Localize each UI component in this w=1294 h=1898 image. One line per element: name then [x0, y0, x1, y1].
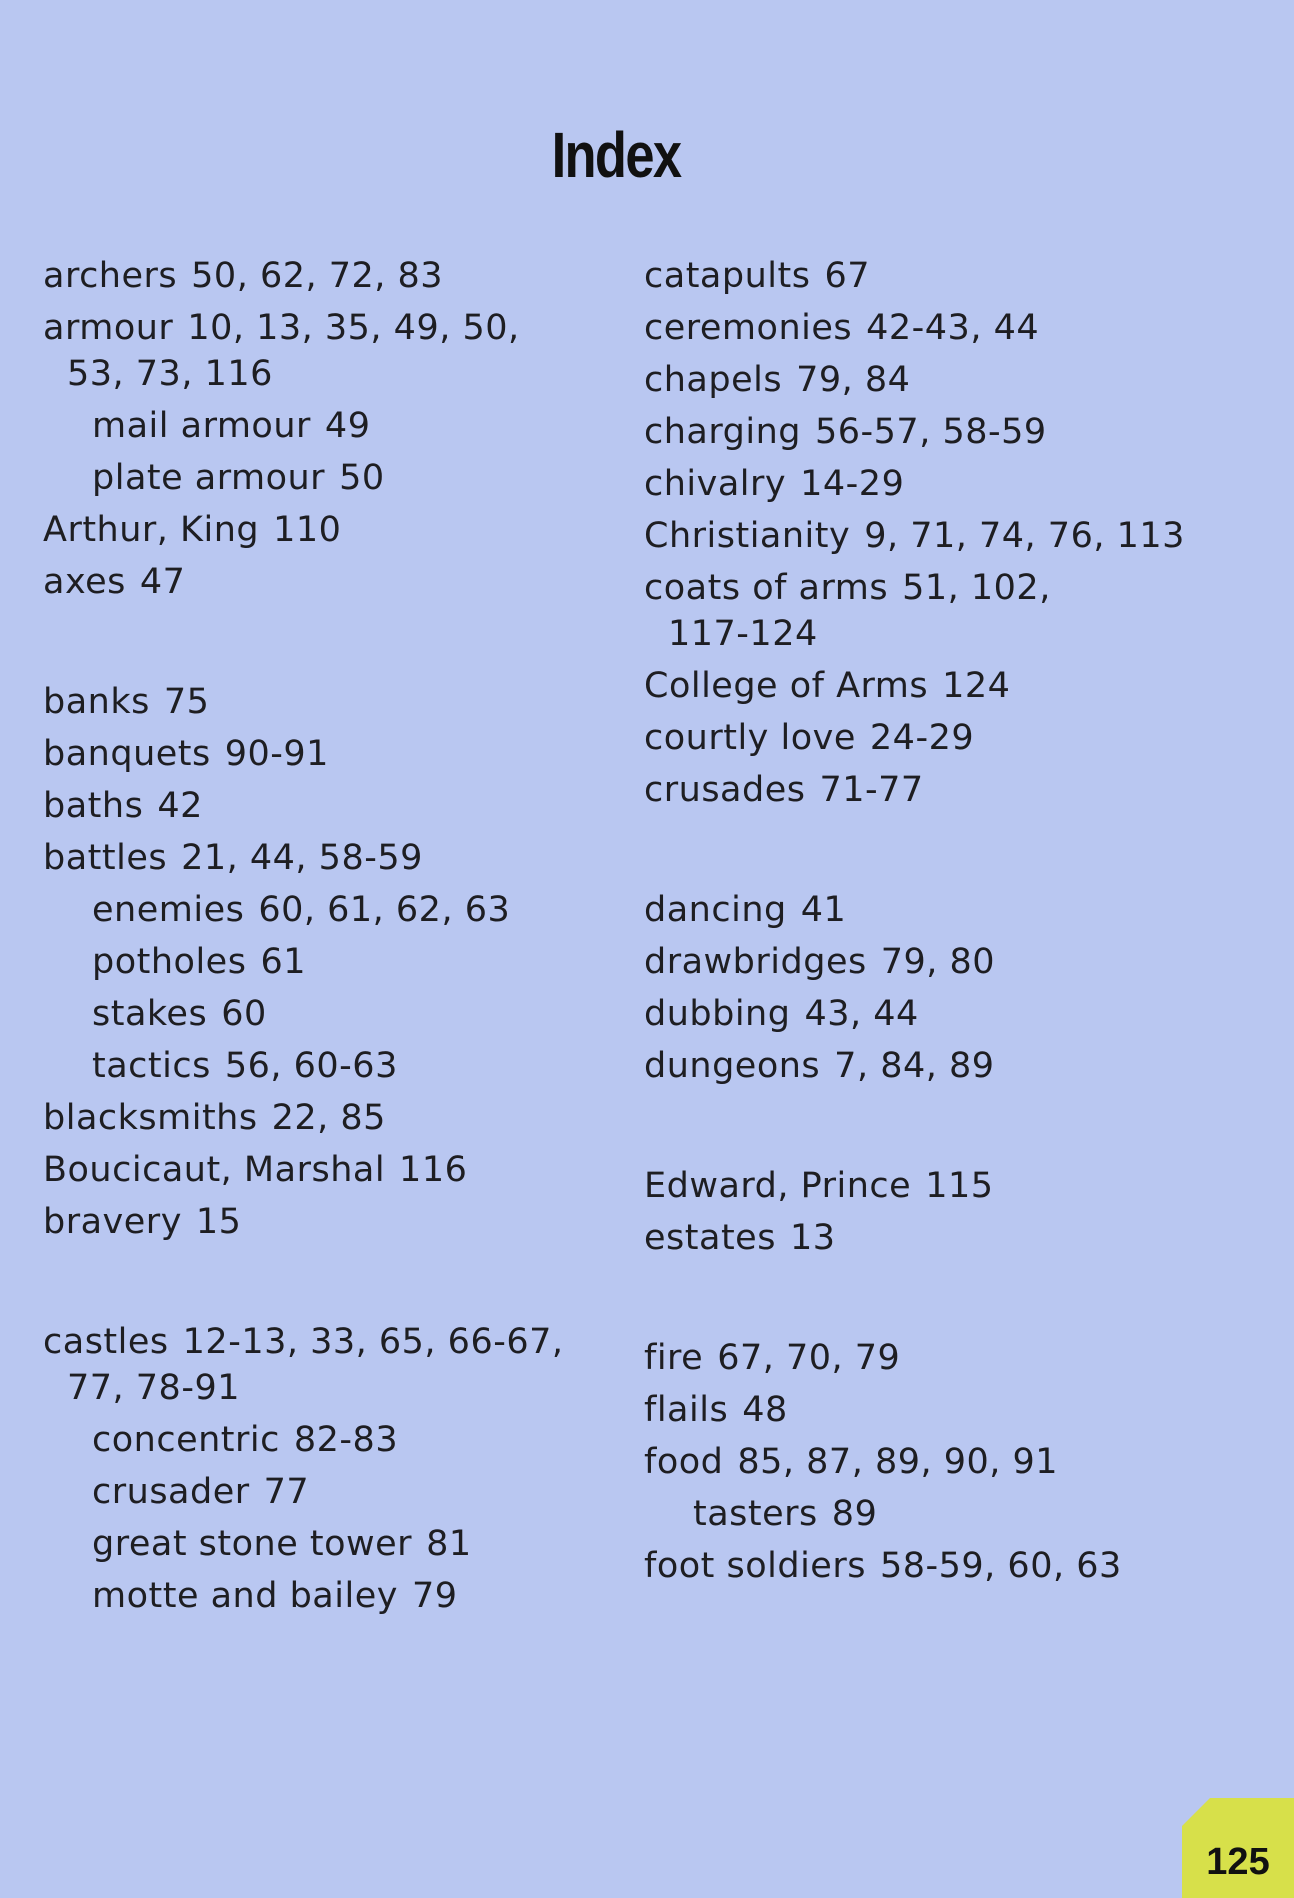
index-pages: 79 [411, 1576, 458, 1616]
index-term: banquets [43, 734, 211, 774]
index-term: foot soldiers [644, 1546, 866, 1586]
index-pages: 9, 71, 74, 76, 113 [864, 516, 1185, 556]
index-pages: 13 [789, 1218, 836, 1258]
index-subentry [43, 1414, 603, 1466]
index-term: mail armour [92, 406, 311, 446]
index-term: dancing [644, 890, 787, 930]
index-term: drawbridges [644, 942, 867, 982]
section-gap [644, 816, 1244, 884]
index-term: dubbing [644, 994, 791, 1034]
index-subentry [43, 884, 603, 936]
index-term: tactics [92, 1046, 211, 1086]
index-pages: 14-29 [800, 464, 905, 504]
index-term: blacksmiths [43, 1098, 258, 1138]
index-entry [43, 1196, 603, 1248]
section-gap [644, 1092, 1244, 1160]
index-pages: 42-43, 44 [866, 308, 1040, 348]
index-pages: 51, 102, [902, 568, 1051, 608]
index-pages: 116 [399, 1150, 468, 1190]
index-subentry [43, 1518, 603, 1570]
index-pages: 61 [260, 942, 306, 982]
index-pages: 48 [742, 1390, 788, 1430]
index-entry [644, 1212, 1244, 1264]
index-pages: 7, 84, 89 [834, 1046, 995, 1086]
index-term: bravery [43, 1202, 182, 1242]
index-subentry [43, 452, 603, 504]
index-pages: 67 [824, 256, 870, 296]
index-term: fire [644, 1338, 704, 1378]
index-entry [644, 1436, 1244, 1488]
index-pages: 79, 84 [796, 360, 911, 400]
index-entry [43, 302, 603, 400]
index-entry [644, 1160, 1244, 1212]
index-pages: 21, 44, 58-59 [181, 838, 423, 878]
index-subentry [43, 1466, 603, 1518]
index-term: Edward, Prince [644, 1166, 912, 1206]
index-subentry [43, 988, 603, 1040]
index-pages-continued: 77, 78-91 [67, 1368, 240, 1408]
index-term: catapults [644, 256, 811, 296]
index-subentry [43, 1040, 603, 1092]
index-term: banks [43, 682, 150, 722]
index-entry [644, 884, 1244, 936]
index-term: motte and bailey [92, 1576, 398, 1616]
index-pages: 41 [800, 890, 847, 930]
index-subentry [43, 1570, 603, 1622]
index-term: flails [644, 1390, 729, 1430]
index-entry [644, 302, 1244, 354]
index-column-right [644, 250, 1244, 1592]
index-term: enemies [92, 890, 245, 930]
index-pages: 85, 87, 89, 90, 91 [737, 1442, 1059, 1482]
index-pages: 24-29 [869, 718, 975, 758]
index-entry [43, 1092, 603, 1144]
index-entry [43, 780, 603, 832]
index-term: courtly love [644, 718, 856, 758]
index-entry [644, 988, 1244, 1040]
index-term: Arthur, King [43, 510, 260, 550]
index-pages: 12-13, 33, 65, 66-67, [182, 1322, 564, 1362]
index-entry [43, 832, 603, 884]
index-entry [644, 250, 1244, 302]
index-pages: 79, 80 [880, 942, 996, 982]
index-pages: 115 [925, 1166, 994, 1206]
index-term: concentric [92, 1420, 280, 1460]
index-column-left [43, 250, 603, 1622]
index-pages: 60, 61, 62, 63 [258, 890, 511, 930]
index-term: archers [43, 256, 178, 296]
index-entry [43, 250, 603, 302]
index-pages: 75 [163, 682, 210, 722]
index-term: dungeons [644, 1046, 821, 1086]
index-term: crusades [644, 770, 806, 810]
index-term: battles [43, 838, 168, 878]
index-pages: 110 [273, 510, 342, 550]
index-entry [644, 764, 1244, 816]
index-pages: 58-59, 60, 63 [879, 1546, 1122, 1586]
index-entry [43, 556, 603, 608]
index-term: plate armour [92, 458, 326, 498]
index-pages: 56-57, 58-59 [815, 412, 1047, 452]
index-term: baths [43, 786, 144, 826]
index-pages: 47 [139, 562, 186, 602]
index-term: estates [644, 1218, 776, 1258]
index-term: crusader [92, 1472, 250, 1512]
section-gap [43, 1248, 603, 1316]
page-number: 125 [1206, 1841, 1270, 1883]
index-subentry [644, 1488, 1244, 1540]
index-pages: 77 [263, 1472, 310, 1512]
index-term: axes [43, 562, 126, 602]
index-term: ceremonies [644, 308, 853, 348]
index-pages: 50, 62, 72, 83 [191, 256, 444, 296]
index-term: tasters [693, 1494, 818, 1534]
index-entry [644, 1384, 1244, 1436]
index-pages: 90-91 [224, 734, 329, 774]
index-pages: 124 [942, 666, 1011, 706]
index-term: chapels [644, 360, 783, 400]
index-pages: 71-77 [819, 770, 924, 810]
index-subentry [43, 400, 603, 452]
page-title: Index [551, 119, 681, 191]
index-entry [43, 504, 603, 556]
index-term: Boucicaut, Marshal [43, 1150, 386, 1190]
index-pages: 43, 44 [804, 994, 919, 1034]
index-entry [43, 676, 603, 728]
index-pages: 42 [157, 786, 203, 826]
index-term: castles [43, 1322, 169, 1362]
index-term: food [644, 1442, 724, 1482]
index-pages: 67, 70, 79 [717, 1338, 901, 1378]
index-pages: 49 [324, 406, 371, 446]
index-entry [644, 510, 1244, 562]
index-entry [644, 936, 1244, 988]
index-pages: 81 [426, 1524, 472, 1564]
index-entry [644, 1332, 1244, 1384]
index-term: stakes [92, 994, 208, 1034]
index-term: College of Arms [644, 666, 929, 706]
index-entry [644, 354, 1244, 406]
index-term: potholes [92, 942, 247, 982]
index-entry [644, 1540, 1244, 1592]
index-term: chivalry [644, 464, 787, 504]
index-term: Christianity [644, 516, 851, 556]
section-gap [43, 608, 603, 676]
index-term: armour [43, 308, 174, 348]
index-pages: 82-83 [293, 1420, 399, 1460]
index-pages: 15 [195, 1202, 242, 1242]
index-pages: 50 [339, 458, 385, 498]
index-entry [644, 406, 1244, 458]
index-entry [644, 1040, 1244, 1092]
index-pages-continued: 117-124 [668, 614, 818, 654]
section-gap [644, 1264, 1244, 1332]
index-pages-continued: 53, 73, 116 [67, 354, 273, 394]
index-pages: 56, 60-63 [224, 1046, 398, 1086]
index-entry [43, 1144, 603, 1196]
index-subentry [43, 936, 603, 988]
index-entry [644, 562, 1244, 660]
index-entry [644, 458, 1244, 510]
index-term: charging [644, 412, 801, 452]
index-pages: 60 [221, 994, 267, 1034]
index-pages: 22, 85 [271, 1098, 386, 1138]
index-term: great stone tower [92, 1524, 413, 1564]
index-term: coats of arms [644, 568, 889, 608]
index-pages: 89 [831, 1494, 878, 1534]
index-entry [43, 1316, 603, 1414]
index-entry [644, 660, 1244, 712]
index-entry [644, 712, 1244, 764]
index-pages: 10, 13, 35, 49, 50, [187, 308, 520, 348]
index-entry [43, 728, 603, 780]
